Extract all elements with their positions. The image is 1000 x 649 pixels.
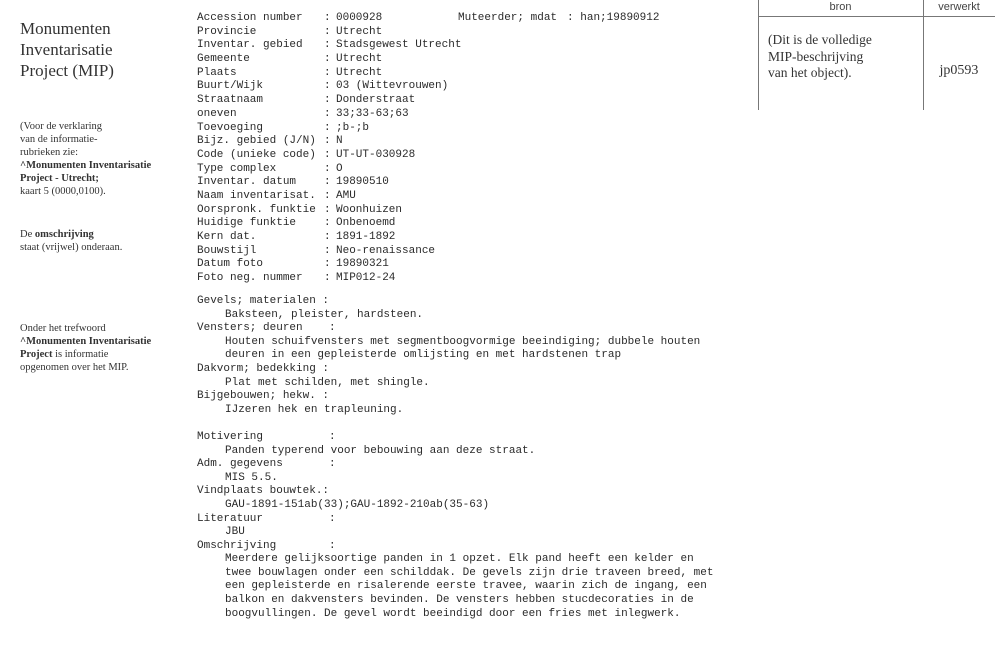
field-value: O xyxy=(336,162,343,175)
source-line: van het object). xyxy=(768,65,852,80)
note-line: staat (vrijwel) onderaan. xyxy=(20,242,123,253)
field-label: Provincie xyxy=(197,25,257,38)
section-text: Meerdere gelijksoortige panden in 1 opzet. Elk pand heeft een kelder en xyxy=(225,553,694,566)
field-value: Utrecht xyxy=(336,25,383,38)
field-row xyxy=(197,258,461,272)
field-row xyxy=(197,204,461,218)
field-colon: : xyxy=(324,162,331,175)
mutation-value: han;19890912 xyxy=(580,12,660,24)
section-label: Vensters; deuren : xyxy=(197,322,336,335)
box-divider xyxy=(923,0,924,110)
field-value: Woonhuizen xyxy=(336,203,403,216)
note-bold-line: ^Monumenten Inventarisatie xyxy=(20,160,152,171)
section-text: boogvullingen. De gevel wordt beeindigd door een fries met inlegwerk. xyxy=(225,607,681,620)
field-row xyxy=(197,231,461,245)
explanation-note xyxy=(20,120,180,198)
field-row xyxy=(197,149,461,163)
field-label: Inventar. datum xyxy=(197,176,297,189)
field-label: Plaats xyxy=(197,66,237,79)
field-colon: : xyxy=(324,121,331,134)
field-row xyxy=(197,80,461,94)
field-row xyxy=(197,217,461,231)
source-description xyxy=(768,32,918,82)
section-text: GAU-1891-151ab(33);GAU-1892-210ab(35-63) xyxy=(225,498,490,511)
field-row xyxy=(197,245,461,259)
note-line: Onder het trefwoord xyxy=(20,323,106,334)
section-text: een gepleisterde en risalerende eerste travee, waarin zich de ingang, een xyxy=(225,580,707,593)
field-value: N xyxy=(336,135,343,148)
field-colon: : xyxy=(324,244,331,257)
section-text: balkon en dakvensters bevinden. De vensters hebben stucdecoraties in de xyxy=(225,594,694,607)
section-text: Houten schuifvensters met segmentboogvormige beeindiging; dubbele houten xyxy=(225,335,701,348)
source-box-header xyxy=(758,0,995,17)
field-row xyxy=(197,108,461,122)
field-value: 19890510 xyxy=(336,176,389,189)
field-value: 1891-1892 xyxy=(336,231,396,243)
source-box xyxy=(758,0,995,110)
processed-code: jp0593 xyxy=(939,63,979,78)
field-label: Bijz. gebied (J/N) xyxy=(197,135,316,148)
note-bold-line: ^Monumenten Inventarisatie xyxy=(20,336,152,347)
field-label: Type complex xyxy=(197,162,277,175)
field-colon: : xyxy=(324,217,331,230)
field-label: Naam inventarisat. xyxy=(197,189,316,202)
field-value: Stadsgewest Utrecht xyxy=(336,39,462,52)
section-text: JBU xyxy=(225,526,245,539)
field-row xyxy=(197,26,461,40)
note-line: rubrieken zie: xyxy=(20,147,79,158)
note-line: opgenomen over het MIP. xyxy=(20,362,129,373)
field-row xyxy=(197,272,461,286)
field-label: Straatnaam xyxy=(197,94,264,107)
keyword-note xyxy=(20,322,180,374)
field-colon: : xyxy=(324,80,331,93)
description-sections xyxy=(197,295,757,621)
note-bold: omschrijving xyxy=(34,229,94,240)
mutation-info xyxy=(458,12,659,26)
field-label: Foto neg. nummer xyxy=(197,272,303,285)
field-label: Toevoeging xyxy=(197,121,264,134)
note-bold-line: Project - Utrecht; xyxy=(20,173,99,184)
section-label: Dakvorm; bedekking : xyxy=(197,362,330,375)
field-value: Onbenoemd xyxy=(336,217,396,230)
field-value: Donderstraat xyxy=(336,94,416,107)
sidebar-title-line: Inventarisatie xyxy=(20,40,113,59)
field-colon: : xyxy=(324,94,331,107)
field-label: Huidige funktie xyxy=(197,217,297,230)
field-label: Accession number xyxy=(197,12,303,24)
field-colon: : xyxy=(324,231,331,243)
field-row xyxy=(197,163,461,177)
section-text: IJzeren hek en trapleuning. xyxy=(225,403,404,416)
section-label: Omschrijving : xyxy=(197,539,336,552)
field-label: Oorspronk. funktie xyxy=(197,203,316,216)
field-label: Code (unieke code) xyxy=(197,148,316,161)
field-colon: : xyxy=(324,12,331,24)
field-label: oneven xyxy=(197,107,237,120)
field-colon: : xyxy=(324,25,331,38)
field-row xyxy=(197,53,461,67)
mutation-colon: : xyxy=(567,12,574,24)
description-note xyxy=(20,228,180,254)
field-colon: : xyxy=(324,66,331,79)
field-value: UT-UT-030928 xyxy=(336,148,416,161)
mutation-label: Muteerder; mdat xyxy=(458,12,558,24)
section-text: Panden typerend voor bebouwing aan deze straat. xyxy=(225,444,536,457)
note-line: van de informatie- xyxy=(20,134,98,145)
note-bold: Project xyxy=(20,349,53,360)
note-line: kaart 5 (0000,0100). xyxy=(20,186,106,197)
field-row xyxy=(197,122,461,136)
section-text: twee bouwlagen onder een schilddak. De gevels zijn drie traveen breed, met xyxy=(225,566,714,579)
field-value: AMU xyxy=(336,189,356,202)
field-row xyxy=(197,94,461,108)
source-line: (Dit is de volledige xyxy=(768,32,872,47)
field-colon: : xyxy=(324,189,331,202)
section-text: MIS 5.5. xyxy=(225,471,278,484)
section-text: deuren in een gepleisterde omlijsting en met hardstenen trap xyxy=(225,349,622,362)
field-value: 19890321 xyxy=(336,258,389,271)
field-value: ;b-;b xyxy=(336,121,370,134)
section-label: Literatuur : xyxy=(197,512,336,525)
section-label: Vindplaats bouwtek.: xyxy=(197,485,330,498)
field-value: Neo-renaissance xyxy=(336,244,436,257)
field-row xyxy=(197,39,461,53)
bron-header: bron xyxy=(829,1,852,13)
field-label: Datum foto xyxy=(197,258,264,271)
field-value: 0000928 xyxy=(336,12,383,24)
section-text: Plat met schilden, met shingle. xyxy=(225,376,430,389)
note-text: is informatie xyxy=(52,349,109,360)
field-colon: : xyxy=(324,53,331,66)
section-label: Motivering : xyxy=(197,430,336,443)
field-label: Bouwstijl xyxy=(197,244,257,257)
field-row xyxy=(197,67,461,81)
field-value: 33;33-63;63 xyxy=(336,107,409,120)
field-colon: : xyxy=(324,203,331,216)
field-colon: : xyxy=(324,272,331,285)
sidebar-title-line: Project (MIP) xyxy=(20,61,114,80)
sidebar-title xyxy=(20,18,180,81)
field-colon: : xyxy=(324,148,331,161)
field-value: Utrecht xyxy=(336,66,383,79)
box-divider xyxy=(758,0,759,110)
field-label: Kern dat. xyxy=(197,231,257,243)
field-label: Inventar. gebied xyxy=(197,39,303,52)
section-text: Baksteen, pleister, hardsteen. xyxy=(225,308,424,321)
field-colon: : xyxy=(324,107,331,120)
field-row xyxy=(197,176,461,190)
note-line: (Voor de verklaring xyxy=(20,121,103,132)
section-label: Bijgebouwen; hekw. : xyxy=(197,390,330,403)
section-label: Adm. gegevens : xyxy=(197,458,336,471)
field-label: Buurt/Wijk xyxy=(197,80,264,93)
source-line: MIP-beschrijving xyxy=(768,48,864,64)
field-row xyxy=(197,12,660,26)
field-colon: : xyxy=(324,176,331,189)
section-gap xyxy=(197,417,757,431)
field-colon: : xyxy=(324,258,331,271)
field-row xyxy=(197,135,461,149)
field-value: 03 (Wittevrouwen) xyxy=(336,80,449,93)
field-label: Gemeente xyxy=(197,53,250,66)
field-value: MIP012-24 xyxy=(336,272,396,285)
field-value: Utrecht xyxy=(336,53,383,66)
note-text: De xyxy=(20,229,35,240)
verwerkt-header: verwerkt xyxy=(938,1,980,13)
field-row xyxy=(197,190,461,204)
record-fields xyxy=(197,12,660,286)
section-label: Gevels; materialen : xyxy=(197,295,330,307)
field-colon: : xyxy=(324,39,331,52)
sidebar-title-line: Monumenten xyxy=(20,19,111,38)
field-colon: : xyxy=(324,135,331,148)
